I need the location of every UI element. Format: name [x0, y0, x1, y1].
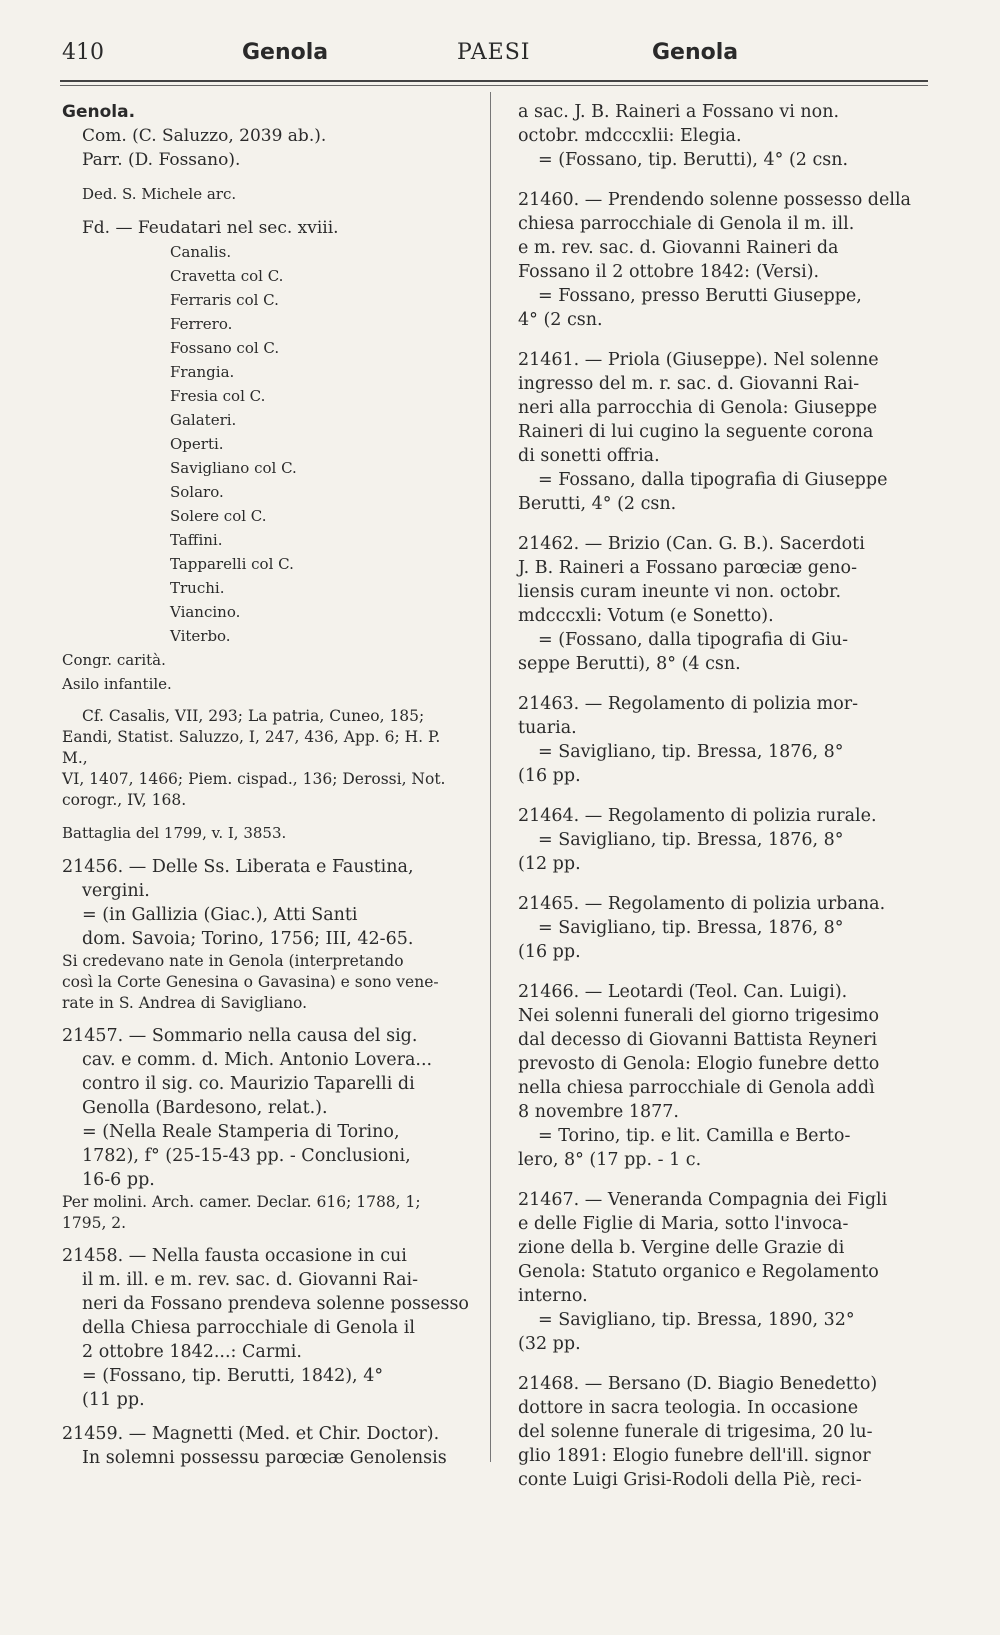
entry-line: (11 pp.: [82, 1390, 145, 1410]
entry-line: della Chiesa parrocchiale di Genola il: [82, 1318, 415, 1338]
entry-line: 21458. — Nella fausta occasione in cui: [62, 1246, 407, 1266]
entry-line: il m. ill. e m. rev. sac. d. Giovanni Rai-: [82, 1270, 419, 1290]
entry-line: Genola: Statuto organico e Regolamento: [518, 1262, 879, 1282]
entry-line: 21464. — Regolamento di polizia rurale.: [518, 806, 877, 826]
entry-line: 21462. — Brizio (Can. G. B.). Sacerdoti: [518, 534, 865, 554]
reference-line: Eandi, Statist. Saluzzo, I, 247, 436, App. 6; H. P. M.,: [62, 728, 441, 767]
entry-line: = Fossano, presso Berutti Giuseppe,: [538, 286, 862, 306]
entry-line: In solemni possessu parœciæ Genolensis: [82, 1448, 447, 1468]
entry-line: Fossano il 2 ottobre 1842: (Versi).: [518, 262, 820, 282]
entry-line: 21468. — Bersano (D. Biagio Benedetto): [518, 1374, 878, 1394]
feudatario-item: Ferrero.: [170, 315, 233, 333]
entry-line: conte Luigi Grisi-Rodoli della Piè, reci-: [518, 1470, 862, 1490]
entry-line: octobr. mdcccxlii: Elegia.: [518, 126, 742, 146]
references-note: [62, 706, 470, 811]
asilo-line: Asilo infantile.: [62, 675, 172, 693]
feudatario-item: Truchi.: [170, 579, 225, 597]
entry-line: Nei solenni funerali del giorno trigesimo: [518, 1006, 879, 1026]
note-line: così la Corte Genesina o Gavasina) e sono vene-: [62, 973, 439, 991]
header-rule-thin: [60, 85, 928, 86]
entry-line: = (Fossano, tip. Berutti, 1842), 4°: [82, 1366, 384, 1386]
entry-line: neri da Fossano prendeva solenne possesso: [82, 1294, 469, 1314]
bibliography-entry: [518, 100, 928, 172]
entry-line: 21463. — Regolamento di polizia mor-: [518, 694, 859, 714]
entry-line: (16 pp.: [518, 766, 581, 786]
entry-line: J. B. Raineri a Fossano parœciæ geno-: [518, 558, 858, 578]
entry-line: Raineri di lui cugino la seguente corona: [518, 422, 874, 442]
feudatario-item: Ferraris col C.: [170, 291, 279, 309]
entry-line: dom. Savoia; Torino, 1756; III, 42-65.: [82, 929, 414, 949]
left-column: [62, 100, 470, 1470]
entry-line: e delle Figlie di Maria, sotto l'invoca-: [518, 1214, 849, 1234]
entry-line: = (Nella Reale Stamperia di Torino,: [82, 1122, 400, 1142]
feudatario-item: Galateri.: [170, 411, 237, 429]
bibliography-entry: [518, 804, 928, 876]
feudatario-item: Operti.: [170, 435, 224, 453]
feudatario-item: Savigliano col C.: [170, 459, 297, 477]
entry-line: 21465. — Regolamento di polizia urbana.: [518, 894, 886, 914]
bibliography-entry: [518, 692, 928, 788]
entry-line: 8 novembre 1877.: [518, 1102, 679, 1122]
feudatario-item: Tapparelli col C.: [170, 555, 294, 573]
entry-note: [62, 951, 470, 1014]
bibliography-entry: [518, 892, 928, 964]
comune-line: Com. (C. Saluzzo, 2039 ab.).: [82, 126, 327, 146]
feudatario-item: Cravetta col C.: [170, 267, 284, 285]
feudatario-item: Taffini.: [170, 531, 223, 549]
entry-note: [62, 1192, 470, 1234]
entry-line: = Savigliano, tip. Bressa, 1876, 8°: [538, 918, 844, 938]
feudatario-item: Canalis.: [170, 243, 232, 261]
entry-line: ingresso del m. r. sac. d. Giovanni Rai-: [518, 374, 860, 394]
entry-line: del solenne funerale di trigesima, 20 lu-: [518, 1422, 873, 1442]
entry-line: prevosto di Genola: Elogio funebre detto: [518, 1054, 880, 1074]
left-running-title: Genola: [242, 40, 329, 65]
entry-line: dal decesso di Giovanni Battista Reyneri: [518, 1030, 878, 1050]
entry-line: = Savigliano, tip. Bressa, 1876, 8°: [538, 830, 844, 850]
bibliography-entry: [518, 348, 928, 516]
feudatario-item: Viterbo.: [170, 627, 231, 645]
dedication-line: Ded. S. Michele arc.: [82, 185, 237, 203]
entry-line: a sac. J. B. Raineri a Fossano vi non.: [518, 102, 840, 122]
entry-line: lero, 8° (17 pp. - 1 c.: [518, 1150, 702, 1170]
entry-line: 21457. — Sommario nella causa del sig.: [62, 1026, 418, 1046]
bibliography-entry: [62, 1024, 470, 1192]
entry-line: mdcccxli: Votum (e Sonetto).: [518, 606, 774, 626]
feudatario-item: Fresia col C.: [170, 387, 266, 405]
entry-line: Berutti, 4° (2 csn.: [518, 494, 677, 514]
entry-line: = Fossano, dalla tipografia di Giuseppe: [538, 470, 888, 490]
entry-line: interno.: [518, 1286, 588, 1306]
place-name: Genola.: [62, 102, 136, 122]
entry-line: contro il sig. co. Maurizio Taparelli di: [82, 1074, 415, 1094]
entry-line: = Savigliano, tip. Bressa, 1876, 8°: [538, 742, 844, 762]
battaglia-line: Battaglia del 1799, v. I, 3853.: [62, 824, 287, 842]
entry-line: liensis curam ineunte vi non. octobr.: [518, 582, 842, 602]
bibliography-entry: [518, 1372, 928, 1492]
note-line: rate in S. Andrea di Savigliano.: [62, 994, 308, 1012]
feudatario-item: Solaro.: [170, 483, 224, 501]
right-column: [518, 100, 928, 1492]
entry-line: 21460. — Prendendo solenne possesso della: [518, 190, 911, 210]
page-number: 410: [62, 40, 104, 65]
entry-line: chiesa parrocchiale di Genola il m. ill.: [518, 214, 855, 234]
entry-line: = (Fossano, tip. Berutti), 4° (2 csn.: [538, 150, 849, 170]
bibliography-entry: [62, 855, 470, 951]
entry-line: cav. e comm. d. Mich. Antonio Lovera...: [82, 1050, 433, 1070]
bibliography-entry: [518, 1188, 928, 1356]
entry-line: zione della b. Vergine delle Grazie di: [518, 1238, 845, 1258]
entry-line: di sonetti offria.: [518, 446, 660, 466]
note-line: Si credevano nate in Genola (interpretando: [62, 952, 404, 970]
entry-line: tuaria.: [518, 718, 577, 738]
center-running-title: PAESI: [457, 40, 531, 65]
running-head: [62, 40, 925, 74]
entry-line: 1782), f° (25-15-43 pp. - Conclusioni,: [82, 1146, 411, 1166]
entry-line: 21459. — Magnetti (Med. et Chir. Doctor).: [62, 1424, 440, 1444]
feudatario-item: Frangia.: [170, 363, 235, 381]
feudatari-list: [62, 240, 470, 648]
bibliography-entry: [62, 1244, 470, 1412]
entry-line: (12 pp.: [518, 854, 581, 874]
parrocchia-line: Parr. (D. Fossano).: [82, 150, 241, 170]
right-running-title: Genola: [652, 40, 739, 65]
entry-line: = Torino, tip. e lit. Camilla e Berto-: [538, 1126, 851, 1146]
feudatario-item: Fossano col C.: [170, 339, 280, 357]
entry-line: vergini.: [82, 881, 150, 901]
entry-line: (16 pp.: [518, 942, 581, 962]
bibliography-entry: [518, 188, 928, 332]
entry-line: glio 1891: Elogio funebre dell'ill. signor: [518, 1446, 871, 1466]
entry-line: = (Fossano, dalla tipografia di Giu-: [538, 630, 849, 650]
column-divider: [490, 92, 491, 1462]
bibliography-entry: [518, 980, 928, 1172]
entry-line: e m. rev. sac. d. Giovanni Raineri da: [518, 238, 839, 258]
entry-line: dottore in sacra teologia. In occasione: [518, 1398, 859, 1418]
entry-line: 4° (2 csn.: [518, 310, 603, 330]
entry-line: neri alla parrocchia di Genola: Giuseppe: [518, 398, 878, 418]
entry-line: seppe Berutti), 8° (4 csn.: [518, 654, 741, 674]
entry-line: = Savigliano, tip. Bressa, 1890, 32°: [538, 1310, 855, 1330]
note-line: 1795, 2.: [62, 1214, 127, 1232]
entry-line: 21461. — Priola (Giuseppe). Nel solenne: [518, 350, 879, 370]
feudatario-item: Solere col C.: [170, 507, 267, 525]
entry-line: = (in Gallizia (Giac.), Atti Santi: [82, 905, 358, 925]
entry-line: 21467. — Veneranda Compagnia dei Figli: [518, 1190, 888, 1210]
reference-line: corogr., IV, 168.: [62, 791, 187, 809]
entry-line: 2 ottobre 1842...: Carmi.: [82, 1342, 302, 1362]
entry-line: (32 pp.: [518, 1334, 581, 1354]
entry-line: 21456. — Delle Ss. Liberata e Faustina,: [62, 857, 414, 877]
bibliography-entry: [518, 532, 928, 676]
entry-line: 16-6 pp.: [82, 1170, 155, 1190]
bibliography-entry: [62, 1422, 470, 1470]
reference-line: Cf. Casalis, VII, 293; La patria, Cuneo, 185;: [82, 707, 425, 725]
entry-line: Genolla (Bardesono, relat.).: [82, 1098, 328, 1118]
entry-line: 21466. — Leotardi (Teol. Can. Luigi).: [518, 982, 848, 1002]
header-rule-thick: [60, 80, 928, 82]
congregazione-line: Congr. carità.: [62, 651, 166, 669]
feudatario-item: Viancino.: [170, 603, 241, 621]
reference-line: VI, 1407, 1466; Piem. cispad., 136; Derossi, Not.: [62, 770, 446, 788]
entry-line: nella chiesa parrocchiale di Genola addì: [518, 1078, 875, 1098]
note-line: Per molini. Arch. camer. Declar. 616; 1788, 1;: [62, 1193, 421, 1211]
feudatari-heading: Fd. — Feudatari nel sec. xviii.: [82, 218, 339, 238]
